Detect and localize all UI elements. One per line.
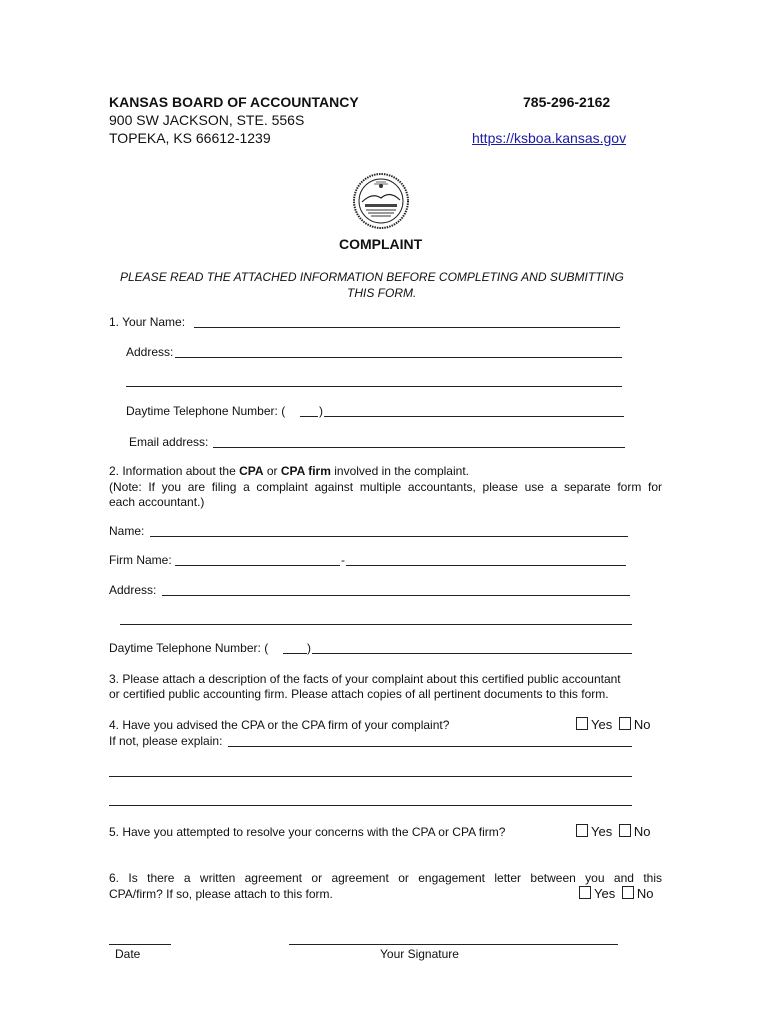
cpa-address-field-line2[interactable] (120, 624, 632, 625)
page-title: COMPLAINT (339, 236, 423, 252)
section2-note-line2: each accountant.) (109, 495, 205, 509)
section6-no-checkbox[interactable] (622, 886, 634, 899)
date-label: Date (115, 947, 141, 961)
section4-no-checkbox[interactable] (619, 717, 631, 730)
section4-question: 4. Have you advised the CPA or the CPA firm of your complaint? (109, 718, 450, 732)
your-phone-field[interactable] (324, 416, 624, 417)
your-email-label: Email address: (129, 435, 209, 449)
your-address-field[interactable] (175, 357, 622, 358)
section6-no-label: No (636, 886, 654, 901)
explain-field[interactable] (228, 746, 632, 747)
instruction-line-1: PLEASE READ THE ATTACHED INFORMATION BEFORE COMPLETING AND SUBMITTING (120, 270, 624, 284)
cpa-address-label: Address: (109, 583, 157, 597)
cpa-name-field[interactable] (150, 536, 628, 537)
org-phone: 785-296-2162 (523, 94, 611, 110)
instruction-line-2: THIS FORM. (347, 286, 417, 300)
cpa-area-code-field[interactable] (283, 653, 307, 654)
section2-intro: 2. Information about the CPA or CPA firm involved in the complaint. (109, 464, 469, 478)
signature-field[interactable] (289, 944, 618, 945)
section5-question: 5. Have you attempted to resolve your concerns with the CPA or CPA firm? (109, 825, 506, 839)
explain-field-line3[interactable] (109, 805, 632, 806)
section4-yes-checkbox[interactable] (576, 717, 588, 730)
org-address-line1: 900 SW JACKSON, STE. 556S (109, 112, 305, 128)
section4-yes-label: Yes (591, 717, 613, 732)
cpa-address-field[interactable] (162, 595, 630, 596)
section4-options (576, 717, 650, 732)
your-name-label: 1. Your Name: (109, 315, 186, 329)
cpa-name-label: Name: (109, 524, 145, 538)
your-email-field[interactable] (213, 447, 625, 448)
cpa-phone-label: Daytime Telephone Number: ( (109, 641, 269, 655)
firm-name-label: Firm Name: (109, 553, 172, 567)
section5-no-label: No (633, 824, 651, 839)
section5-no-checkbox[interactable] (619, 824, 631, 837)
section3-line2: or certified public accounting firm. Please attach copies of all pertinent documents to this form. (109, 687, 609, 701)
explain-label: If not, please explain: (109, 734, 223, 748)
section5-yes-checkbox[interactable] (576, 824, 588, 837)
your-address-field-line2[interactable] (126, 386, 622, 387)
org-address-line2: TOPEKA, KS 66612-1239 (109, 130, 271, 146)
signature-label: Your Signature (380, 947, 459, 961)
section5-options (576, 824, 650, 839)
firm-name-field-2[interactable] (346, 565, 626, 566)
your-name-field[interactable] (194, 327, 620, 328)
section6-yes-checkbox[interactable] (579, 886, 591, 899)
website-link[interactable]: https://ksboa.kansas.gov (472, 130, 627, 146)
section5-yes-label: Yes (591, 824, 613, 839)
cpa-phone-paren: ) (307, 641, 311, 655)
your-area-code-field[interactable] (300, 416, 318, 417)
section6-yes-label: Yes (594, 886, 616, 901)
firm-name-field[interactable] (175, 565, 340, 566)
section6-options (579, 886, 653, 901)
explain-field-line2[interactable] (109, 776, 632, 777)
your-address-label: Address: (126, 345, 174, 359)
kansas-seal-icon (352, 172, 410, 230)
section4-no-label: No (633, 717, 651, 732)
firm-name-dash: - (341, 553, 345, 567)
cpa-phone-field[interactable] (312, 653, 632, 654)
section6-line1: 6. Is there a written agreement or agreement or engagement letter between you and this (109, 871, 662, 885)
org-name: KANSAS BOARD OF ACCOUNTANCY (109, 94, 359, 110)
section3-line1: 3. Please attach a description of the facts of your complaint about this certified public accountant (109, 672, 621, 686)
date-field[interactable] (109, 944, 171, 945)
section6-line2: CPA/firm? If so, please attach to this form. (109, 887, 333, 901)
section2-note-line1: (Note: If you are filing a complaint against multiple accountants, please use a separate form for (109, 480, 662, 494)
your-phone-paren: ) (319, 404, 323, 418)
your-phone-label: Daytime Telephone Number: ( (126, 404, 286, 418)
